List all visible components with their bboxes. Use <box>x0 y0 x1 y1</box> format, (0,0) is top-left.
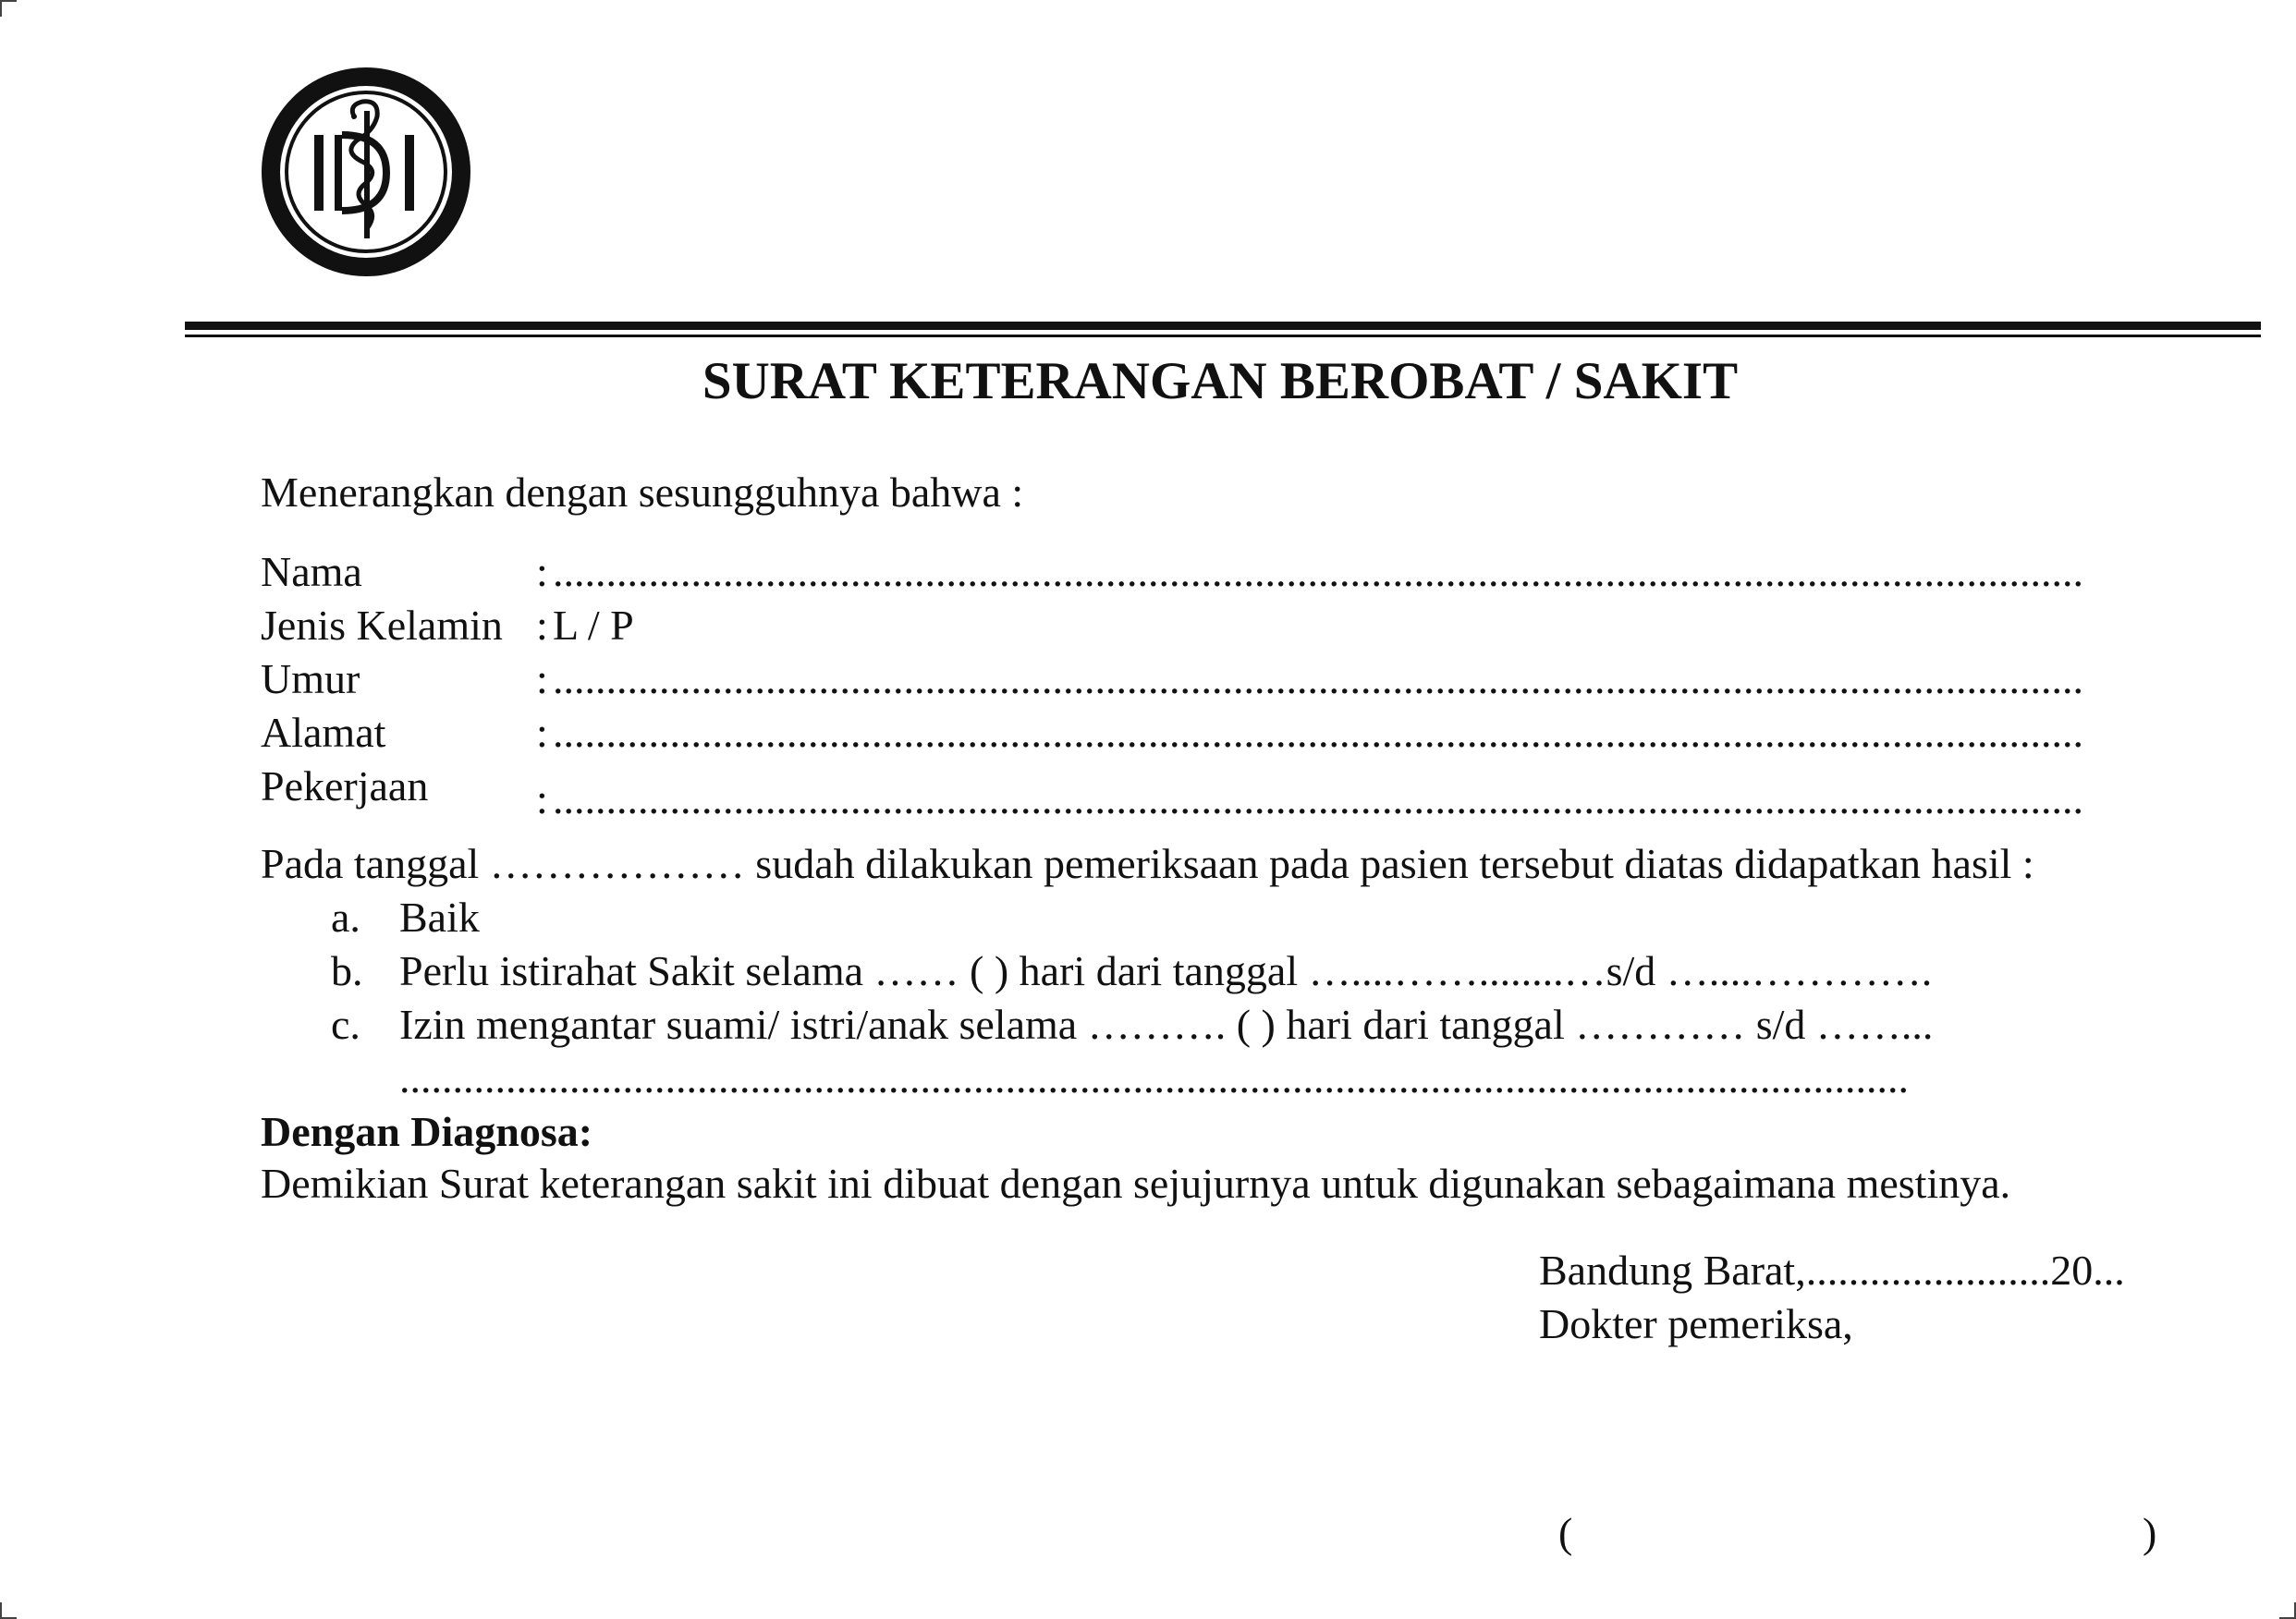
field-colon: : <box>536 602 548 649</box>
continuation-dots: .............................................................................................................................................. <box>399 1054 1909 1102</box>
diagnosis-label: Dengan Diagnosa: <box>261 1108 593 1155</box>
crop-mark-bottom-left <box>0 1602 17 1619</box>
field-label: Nama <box>261 548 362 595</box>
signature-close-paren: ) <box>2143 1509 2157 1556</box>
doctor-role-label: Dokter pemeriksa, <box>1539 1300 1853 1347</box>
list-marker: c. <box>331 1001 360 1048</box>
place-date-line: Bandung Barat,.......................20... <box>1539 1247 2125 1294</box>
exam-date-line: Pada tanggal ……………… sudah dilakukan pemeriksaan pada pasien tersebut diatas didapatkan hasil : <box>261 840 2034 887</box>
list-text: Izin mengantar suami/ istri/anak selama ………. ( ) hari dari tanggal ………… s/d ……... <box>399 1001 1934 1048</box>
field-value: ................................................................................................................................................ <box>553 655 2083 702</box>
field-value: ................................................................................................................................................ <box>553 709 2083 756</box>
document-title: SURAT KETERANGAN BEROBAT / SAKIT <box>702 352 1739 410</box>
field-label: Umur <box>261 655 360 702</box>
field-label: Alamat <box>261 709 386 756</box>
field-colon: : <box>536 709 548 756</box>
signature-open-paren: ( <box>1558 1509 1573 1556</box>
field-value: L / P <box>553 602 634 649</box>
list-marker: a. <box>331 894 360 941</box>
crop-mark-top-left <box>0 0 17 17</box>
document-body <box>261 0 2183 1619</box>
closing-statement: Demikian Surat keterangan sakit ini dibuat dengan sejujurnya untuk digunakan sebagaimana mestinya. <box>261 1160 2011 1207</box>
list-marker: b. <box>331 947 363 994</box>
crop-mark-bottom-right <box>2279 1602 2296 1619</box>
field-colon: : <box>536 655 548 702</box>
field-colon: : <box>536 775 548 822</box>
field-value: ................................................................................................................................................ <box>553 548 2083 595</box>
intro-text: Menerangkan dengan sesungguhnya bahwa : <box>261 469 1024 516</box>
field-colon: : <box>536 548 548 595</box>
list-text: Perlu istirahat Sakit selama …… ( ) hari dari tanggal …....……........…s/d …....…………. <box>399 947 1933 994</box>
field-value: ................................................................................................................................................ <box>553 775 2083 822</box>
field-label: Jenis Kelamin <box>261 602 503 649</box>
list-text: Baik <box>399 894 480 941</box>
field-label: Pekerjaan <box>261 762 429 810</box>
